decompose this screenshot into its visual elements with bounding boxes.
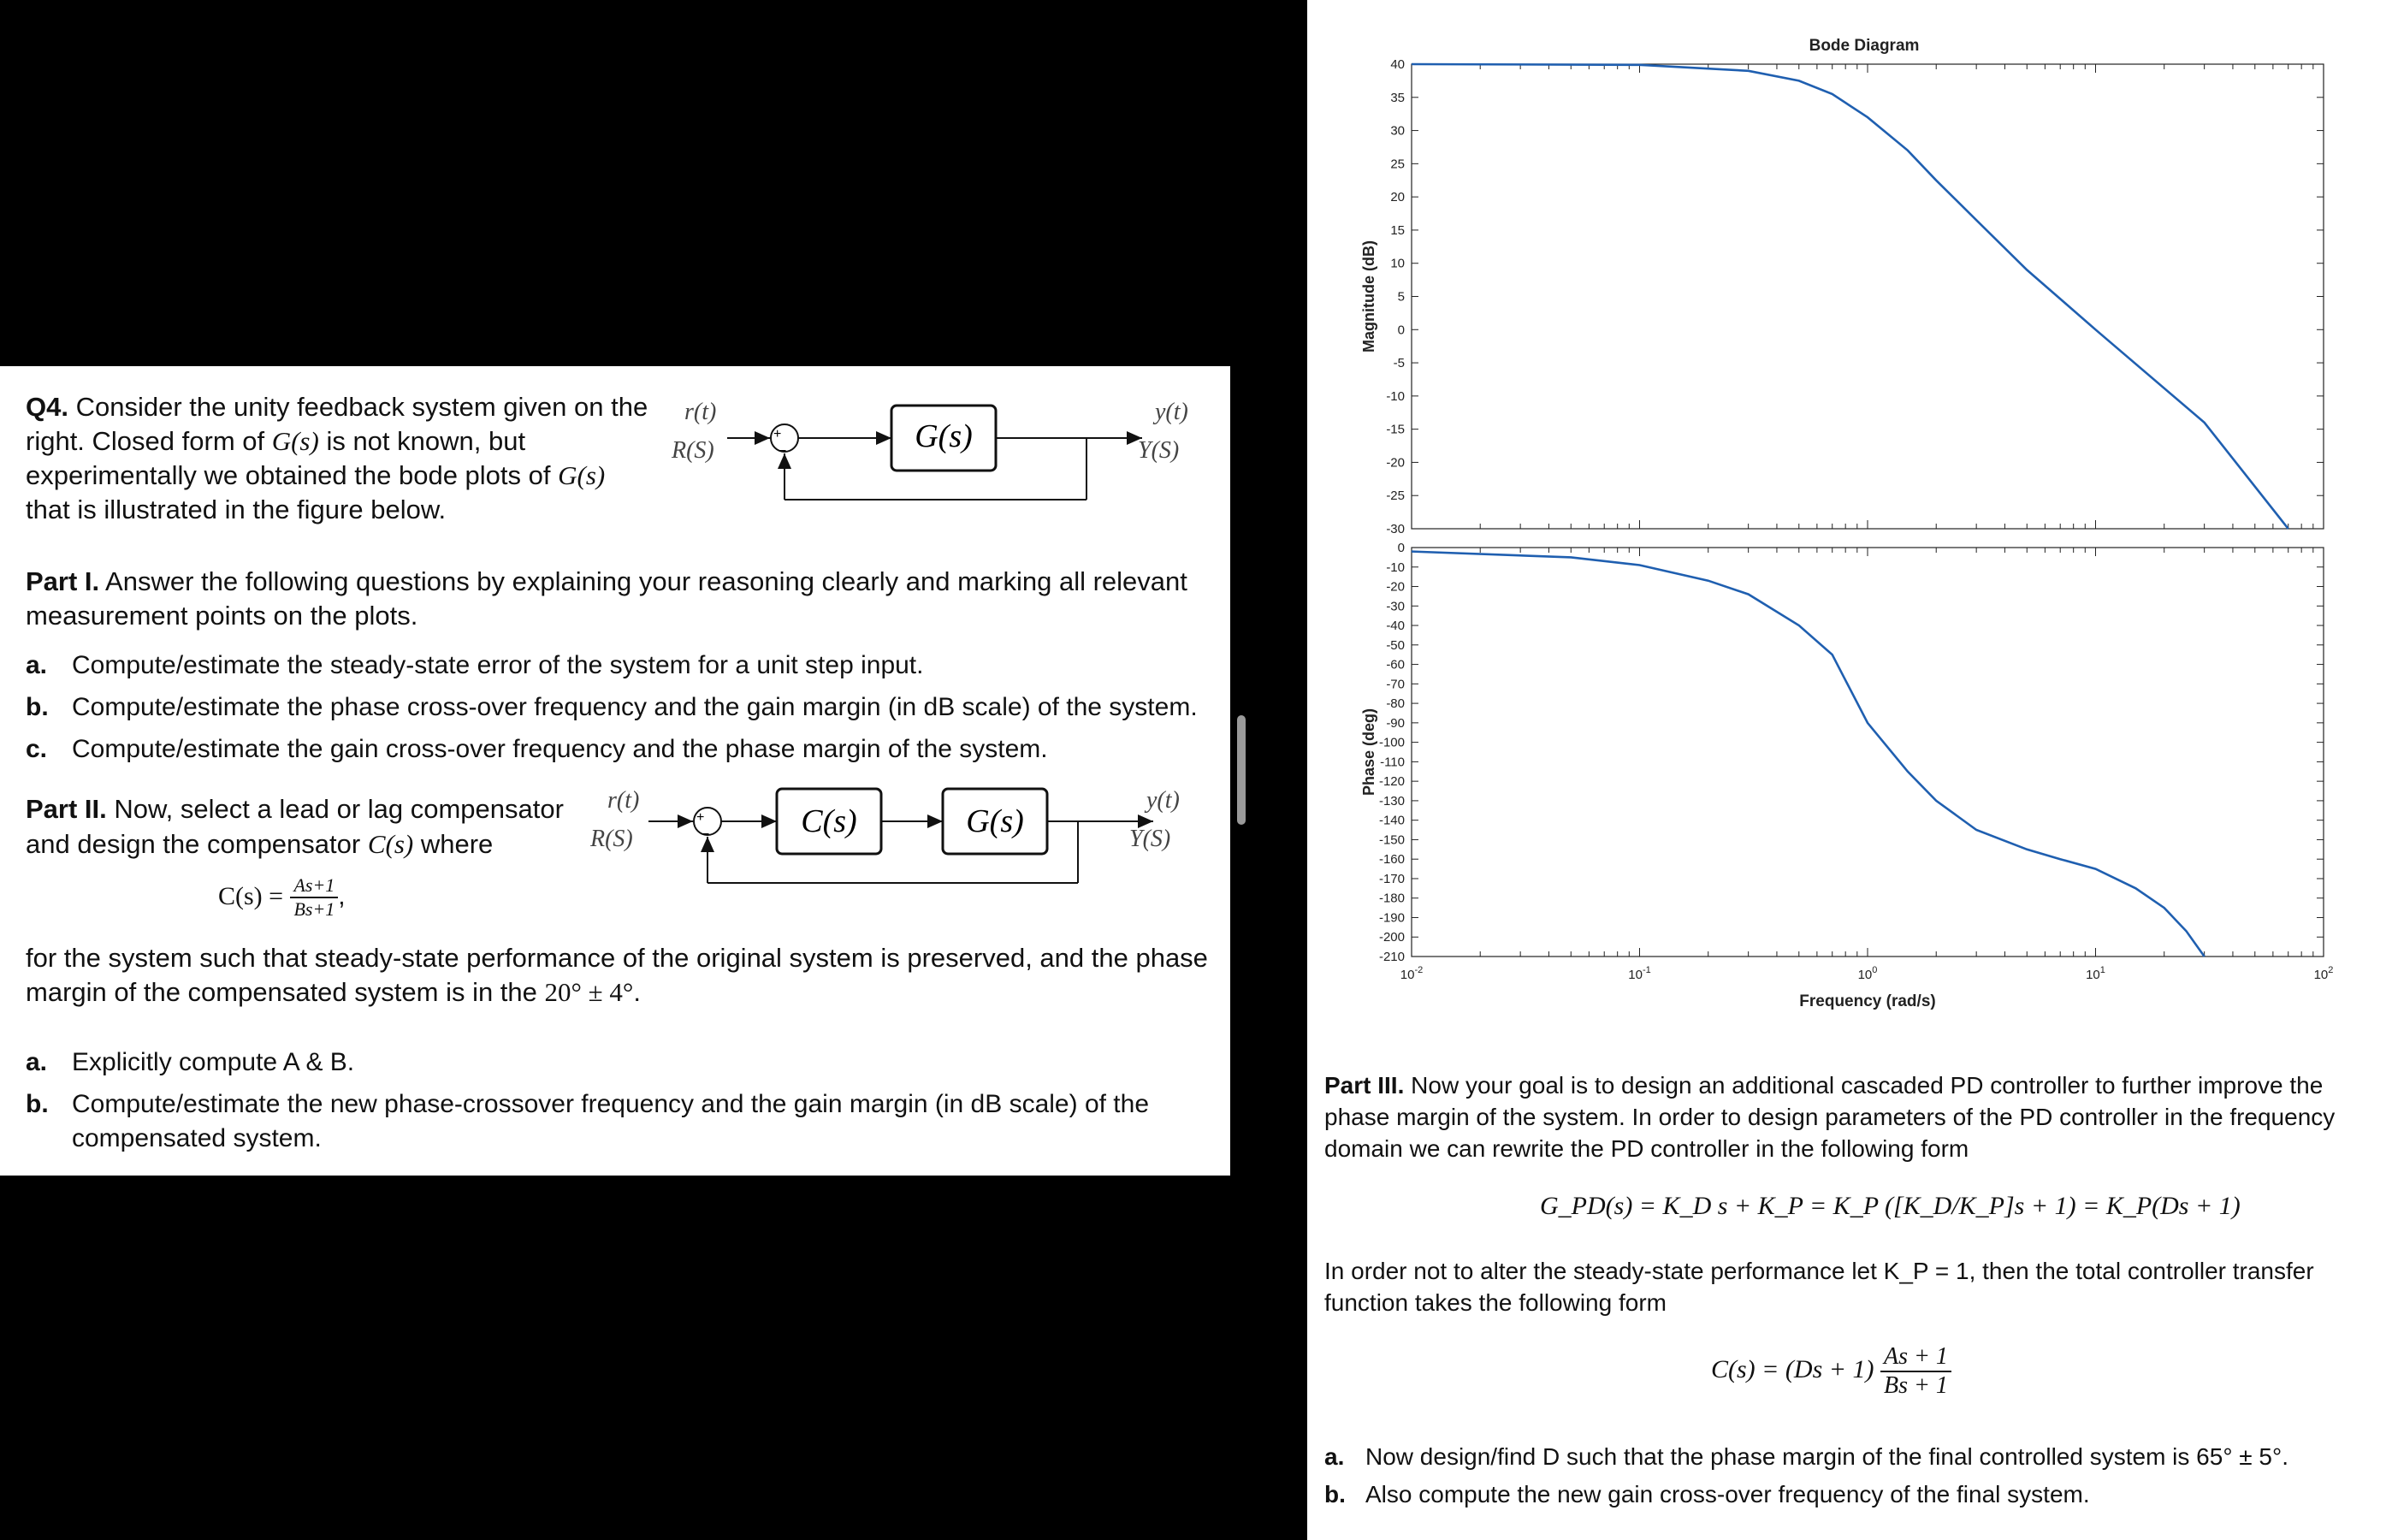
total-controller-equation	[1711, 1343, 1951, 1400]
block-diagram-2	[582, 782, 1219, 893]
phase-ytick-label: -120	[1378, 774, 1405, 790]
phase-ytick-label: -190	[1378, 910, 1405, 926]
diagram2-plus: +	[696, 810, 705, 825]
magnitude-ytick-label: -25	[1386, 489, 1405, 504]
part2-C: C(s)	[367, 829, 414, 859]
phase-axes	[1360, 541, 2333, 1010]
magnitude-ytick-label: 35	[1390, 90, 1405, 105]
part2-title: Part II.	[26, 794, 107, 824]
magnitude-y-axis-label: Magnitude (dB)	[1360, 240, 1377, 352]
item-text: Compute/estimate the new phase-crossover frequency and the gain margin (in dB scale) of the compensated system.	[72, 1090, 1150, 1152]
pd-equation: G_PD(s) = K_D s + K_P = K_P ([K_D/K_P]s + 1) = K_P(Ds + 1)	[1540, 1192, 2241, 1220]
item-label: a.	[26, 1048, 48, 1076]
scrollbar-thumb[interactable]	[1237, 715, 1246, 825]
diagram2-R: R(S)	[590, 826, 633, 852]
diagram1-r: r(t)	[684, 399, 717, 425]
diagram2-r: r(t)	[607, 787, 640, 814]
phase-ytick-label: -200	[1378, 930, 1405, 945]
part2-text-1: Now, select a lead or lag compensator and design the compensator	[26, 794, 564, 859]
xtick-label: $10^0$	[1857, 965, 1878, 982]
eq2-lhs: C(s) = (Ds + 1)	[1711, 1354, 1874, 1383]
magnitude-axes	[1360, 57, 2324, 536]
phase-ytick-label: -160	[1378, 852, 1405, 868]
diagram1-R: R(S)	[672, 437, 714, 464]
phase-ytick-label: -80	[1386, 696, 1405, 712]
phase-ytick-label: -100	[1378, 735, 1405, 750]
phase-ytick-label: -10	[1386, 560, 1405, 575]
phase-ytick-label: -110	[1380, 755, 1405, 770]
phase-frame	[1412, 548, 2324, 957]
diagram2-y: y(t)	[1146, 787, 1180, 814]
item-text: Compute/estimate the phase cross-over frequency and the gain margin (in dB scale) of the system.	[72, 693, 1198, 721]
part3-text: Now your goal is to design an additional cascaded PD controller to further improve the phase margin of the system. In order to design parameters of the PD controller in the frequency domain we can rewrite the PD controller in the following form	[1324, 1072, 2336, 1162]
part1-text: Answer the following questions by explaining your reasoning clearly and marking all relevant measurement points on the plots.	[26, 566, 1187, 631]
xtick-label: $10^{-1}$	[1628, 965, 1651, 982]
magnitude-ytick-label: 10	[1390, 256, 1405, 271]
magnitude-ytick-label: 0	[1397, 323, 1405, 338]
xtick-label: $10^1$	[2086, 965, 2105, 982]
eq2-den: Bs + 1	[1883, 1372, 1948, 1399]
block-diagram-1	[659, 394, 1223, 513]
eq2-fraction	[1880, 1343, 1951, 1400]
phase-ytick-label: -50	[1386, 637, 1405, 653]
magnitude-ytick-label: -30	[1386, 522, 1405, 536]
item-label: a.	[1324, 1443, 1345, 1470]
part2-item-b	[26, 1087, 1210, 1156]
q4-text	[26, 390, 650, 527]
formula-lhs: C(s) =	[218, 881, 284, 910]
x-axis-label: Frequency (rad/s)	[1799, 992, 1936, 1010]
part3-intro	[1324, 1069, 2377, 1164]
diagram1-y: y(t)	[1155, 399, 1188, 425]
item-text: Compute/estimate the steady-state error of the system for a unit step input.	[72, 651, 924, 679]
magnitude-ytick-label: 15	[1390, 222, 1405, 238]
magnitude-ytick-label: -20	[1386, 455, 1405, 471]
phase-ytick-label: -210	[1378, 950, 1405, 964]
part2-intro	[26, 791, 573, 862]
part2-text-4: .	[633, 977, 641, 1007]
diagram1-G: G(s)	[915, 418, 973, 454]
diagram1-Y: Y(S)	[1138, 437, 1180, 464]
q4-label: Q4.	[26, 392, 68, 422]
magnitude-ytick-label: 40	[1390, 57, 1405, 72]
magnitude-ytick-label: 25	[1390, 157, 1405, 172]
diagram2-G: G(s)	[966, 803, 1024, 839]
item-label: b.	[26, 1090, 49, 1118]
phase-ytick-label: 0	[1397, 541, 1405, 555]
diagram1-minus: −	[779, 444, 787, 459]
part1-intro	[26, 565, 1215, 633]
part3-item-a	[1324, 1441, 2288, 1472]
bode-diagram	[1307, 0, 2392, 1027]
part2-text-3: for the system such that steady-state performance of the original system is preserved, and the phase margin of the compensated system is in the	[26, 943, 1208, 1007]
diagram2-C: C(s)	[801, 803, 857, 839]
phase-y-axis-label: Phase (deg)	[1360, 708, 1377, 797]
item-label: a.	[26, 651, 48, 679]
q4-G-2: G(s)	[558, 460, 606, 490]
magnitude-ytick-label: 5	[1397, 289, 1405, 305]
formula-den: Bs+1	[293, 898, 335, 920]
phase-ytick-label: -130	[1378, 793, 1405, 808]
compensator-formula	[218, 874, 346, 921]
magnitude-ytick-label: -15	[1386, 422, 1405, 437]
phase-ytick-label: -30	[1386, 599, 1405, 614]
part1-item-a	[26, 649, 1210, 683]
formula-fraction	[290, 874, 338, 921]
part3-text-2: In order not to alter the steady-state performance let K_P = 1, then the total controller transfer function takes the following form	[1324, 1258, 2314, 1316]
xtick-label: $10^{-2}$	[1400, 965, 1424, 982]
item-label: b.	[26, 693, 49, 721]
part1-item-b	[26, 690, 1210, 725]
part1-title: Part I.	[26, 566, 100, 596]
phase-ytick-label: -20	[1386, 579, 1405, 595]
q4-text-2: is not known, but experimentally we obtained the bode plots of	[26, 426, 559, 490]
diagram1-plus: +	[773, 427, 782, 441]
magnitude-ytick-label: 20	[1390, 190, 1405, 205]
phase-ytick-label: -40	[1386, 619, 1405, 634]
phase-ytick-label: -90	[1386, 715, 1405, 731]
item-text: Explicitly compute A & B.	[72, 1048, 355, 1076]
phase-ytick-label: -150	[1378, 832, 1405, 848]
diagram2-minus: −	[702, 827, 710, 842]
part2-item-a	[26, 1045, 1210, 1080]
q4-text-3: that is illustrated in the figure below.	[26, 495, 447, 524]
q4-G: G(s)	[271, 426, 319, 456]
magnitude-frame	[1412, 64, 2324, 529]
item-label: c.	[26, 735, 48, 763]
part3-item-b	[1324, 1478, 2090, 1510]
part2-text-2: where	[413, 829, 494, 859]
part2-description	[26, 941, 1215, 1010]
xtick-label: $10^2$	[2313, 965, 2334, 982]
formula-tail: ,	[338, 881, 346, 910]
item-text: Also compute the new gain cross-over frequency of the final system.	[1365, 1481, 2090, 1507]
phase-ytick-label: -170	[1378, 871, 1405, 886]
part1-item-c	[26, 732, 1210, 767]
phase-ytick-label: -140	[1378, 813, 1405, 828]
part3-title: Part III.	[1324, 1072, 1405, 1099]
phase-ytick-label: -70	[1386, 677, 1405, 692]
magnitude-ytick-label: -10	[1386, 388, 1405, 404]
item-text: Compute/estimate the gain cross-over frequency and the phase margin of the system.	[72, 735, 1048, 763]
magnitude-ytick-label: 30	[1390, 123, 1405, 139]
q4-text-1: Consider the unity feedback system given on the right. Closed form of	[26, 392, 648, 456]
phase-ytick-label: -180	[1378, 891, 1405, 906]
item-label: b.	[1324, 1481, 1346, 1507]
diagram2-Y: Y(S)	[1129, 826, 1171, 852]
item-text: Now design/find D such that the phase margin of the final controlled system is 65° ± 5°.	[1365, 1443, 2288, 1470]
chart-title: Bode Diagram	[1809, 37, 1920, 55]
formula-num: As+1	[290, 874, 338, 898]
eq2-num: As + 1	[1880, 1343, 1951, 1372]
magnitude-ytick-label: -5	[1393, 356, 1405, 371]
part2-range: 20° ± 4°	[544, 977, 634, 1007]
phase-ytick-label: -60	[1386, 657, 1405, 672]
